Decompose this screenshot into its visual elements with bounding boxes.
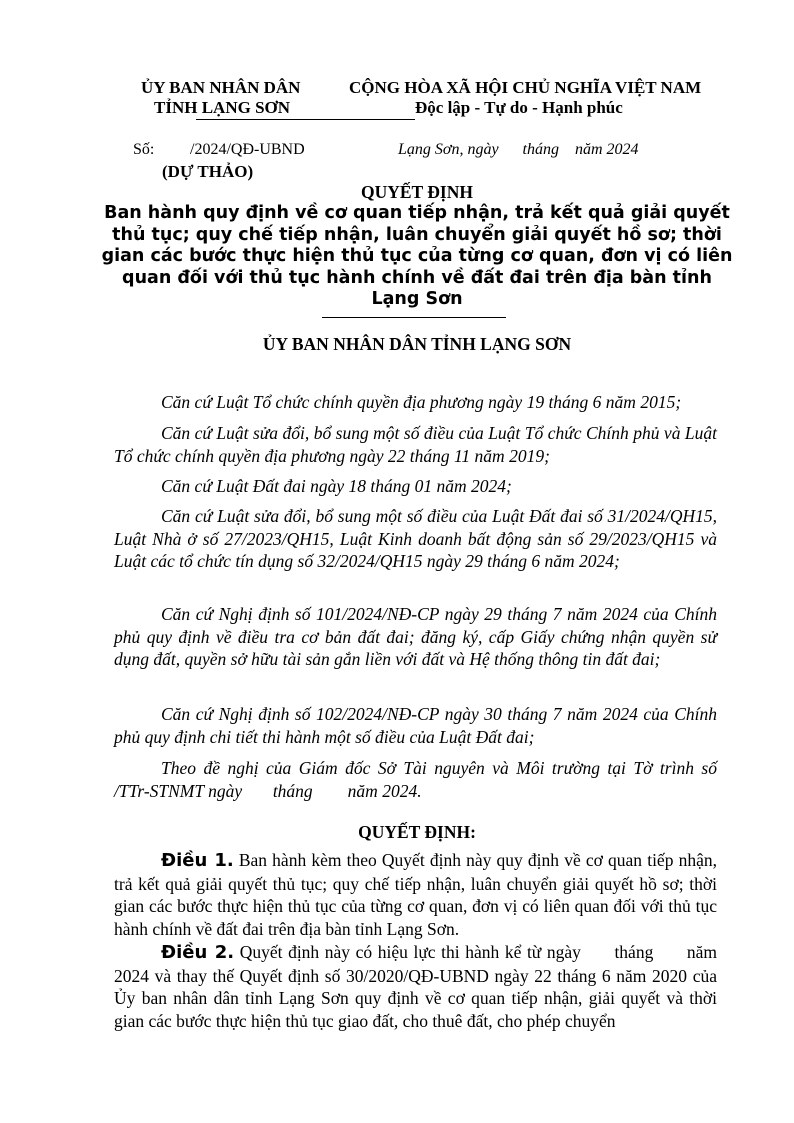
national-title: CỘNG HÒA XÃ HỘI CHỦ NGHĨA VIỆT NAM	[349, 78, 702, 97]
legal-basis-7: Theo đề nghị của Giám đốc Sở Tài nguyên và Môi trường tại Tờ trình số /TTr-STNMT ngày tháng năm 2024.	[114, 758, 744, 801]
article-1-text: Ban hành kèm theo Quyết định này quy định về cơ quan tiếp nhận, trả kết quả giải quyết thủ tục; quy chế tiếp nhận, luân chuyển giải quyết hồ sơ; thời gian các bước thực hiện thủ tục của từng cơ quan, đơn vị có liên quan đối với thủ tục hành chính về đất đai trên địa bàn tỉnh Lạng Sơn.	[114, 850, 717, 939]
national-motto: Độc lập - Tự do - Hạnh phúc	[415, 98, 623, 117]
legal-basis-2: Căn cứ Luật sửa đổi, bổ sung một số điều của Luật Tổ chức Chính phủ và Luật Tổ chức chính quyền địa phương ngày 22 tháng 11 năm 2019;	[114, 423, 717, 466]
agency-underline	[196, 119, 241, 120]
document-number: /2024/QĐ-UBND	[190, 141, 305, 158]
legal-basis-4: Căn cứ Luật sửa đổi, bổ sung một số điều của Luật Đất đai số 31/2024/QH15, Luật Nhà ở số 27/2023/QH15, Luật Kinh doanh bất động sản số 29/2023/QH15 và Luật các tổ chức tín dụng số 32/2024/QH15 ngày 29 tháng 6 năm 2024;	[114, 506, 717, 571]
draft-label: (DỰ THẢO)	[162, 162, 254, 181]
place-date: Lạng Sơn, ngày tháng năm 2024	[398, 141, 639, 158]
issuer-heading: ỦY BAN NHÂN DÂN TỈNH LẠNG SƠN	[262, 334, 572, 354]
document-number-label: Số:	[133, 141, 155, 158]
document-subject: Ban hành quy định về cơ quan tiếp nhận, trả kết quả giải quyết thủ tục; quy chế tiếp nhận, luân chuyển giải quyết hồ sơ; thời gian các bước thực hiện thủ tục của từng cơ quan, đơn vị có liên quan đối với thủ tục hành chính về đất đai trên địa bàn tỉnh Lạng Sơn	[101, 203, 733, 309]
legal-basis-1: Căn cứ Luật Tổ chức chính quyền địa phương ngày 19 tháng 6 năm 2015;	[161, 392, 682, 412]
motto-underline	[241, 119, 415, 120]
legal-basis-5: Căn cứ Nghị định số 101/2024/NĐ-CP ngày 29 tháng 7 năm 2024 của Chính phủ quy định về điều tra cơ bản đất đai; đăng ký, cấp Giấy chứng nhận quyền sử dụng đất, quyền sở hữu tài sản gắn liền với đất và Hệ thống thông tin đất đai;	[114, 604, 717, 669]
document-type: QUYẾT ĐỊNH	[361, 182, 473, 202]
article-2-label: Điều 2.	[161, 942, 235, 963]
article-2	[114, 941, 722, 1032]
decision-heading: QUYẾT ĐỊNH:	[358, 822, 476, 842]
article-2-text: Quyết định này có hiệu lực thi hành kể từ ngày tháng năm 2024 và thay thế Quyết định số 30/2020/QĐ-UBND ngày 22 tháng 6 năm 2020 của Ủy ban nhân dân tỉnh Lạng Sơn quy định về cơ quan tiếp nhận, giải quyết và thời gian các bước thực hiện thủ tục giao đất, cho thuê đất, cho phép chuyển	[114, 942, 722, 1031]
agency-name-line2: TỈNH LẠNG SƠN	[154, 98, 291, 117]
legal-basis-6: Căn cứ Nghị định số 102/2024/NĐ-CP ngày 30 tháng 7 năm 2024 của Chính phủ quy định chi tiết thi hành một số điều của Luật Đất đai;	[114, 704, 717, 747]
title-underline	[322, 317, 506, 318]
legal-basis-3: Căn cứ Luật Đất đai ngày 18 tháng 01 năm 2024;	[161, 476, 512, 496]
article-1-label: Điều 1.	[161, 850, 234, 871]
article-1	[114, 849, 717, 940]
agency-name-line1: ỦY BAN NHÂN DÂN	[141, 78, 301, 97]
